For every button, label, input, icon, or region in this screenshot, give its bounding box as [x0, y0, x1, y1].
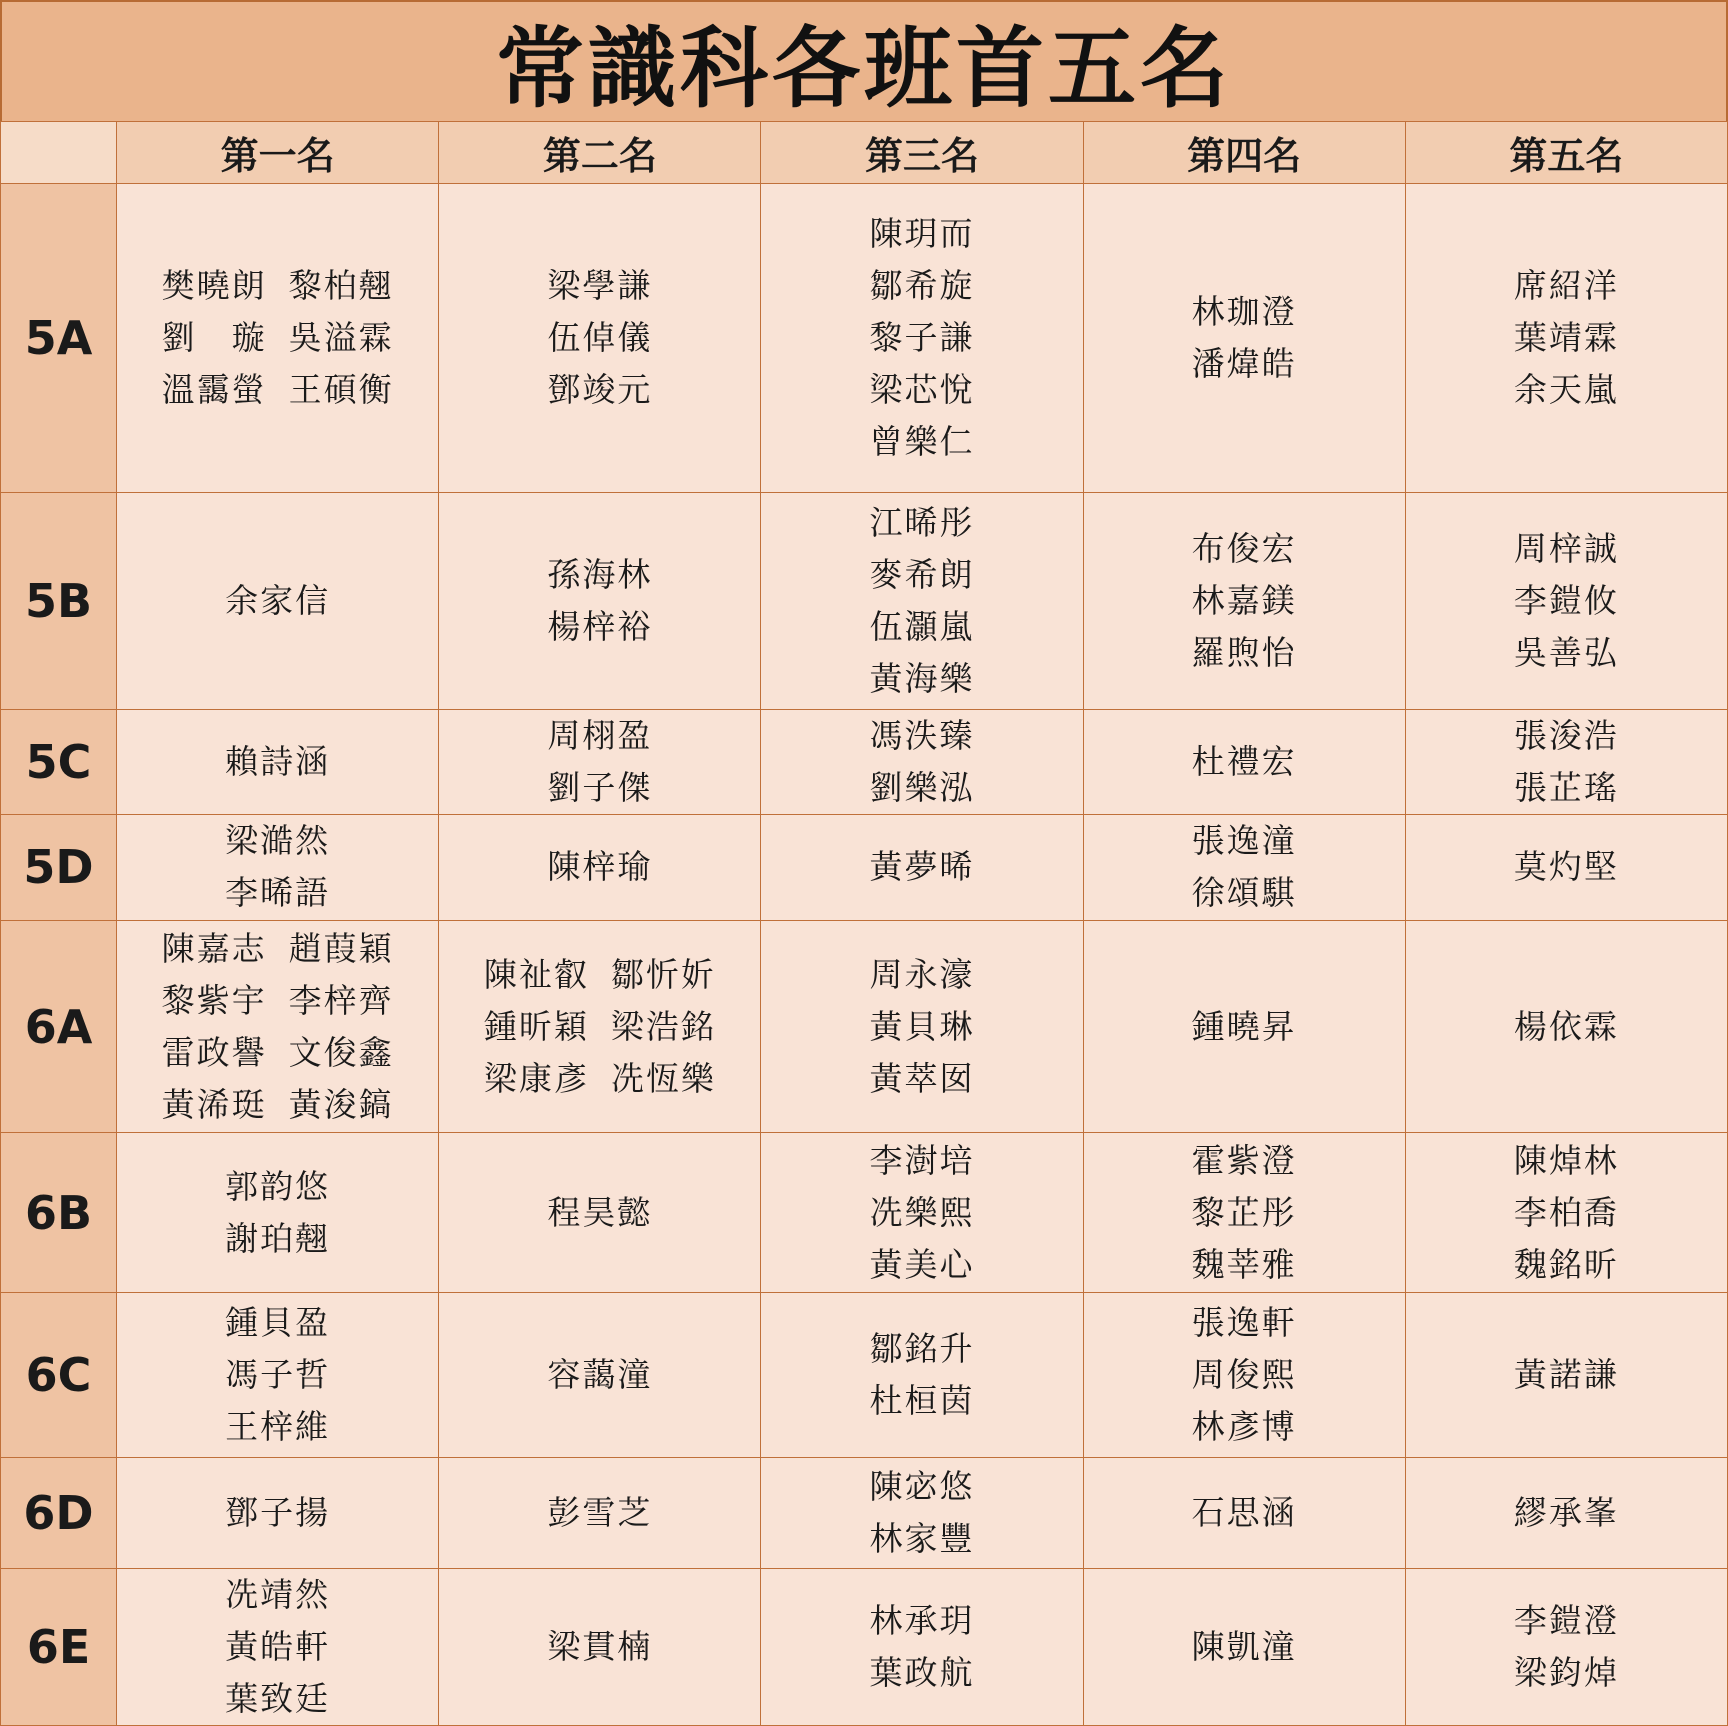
student-name: 吳善弘	[1513, 633, 1619, 673]
class-label: 5D	[1, 814, 117, 920]
rank-3-cell	[761, 493, 1083, 709]
student-name: 杜桓茵	[869, 1380, 975, 1420]
rank-5-cell	[1405, 814, 1727, 920]
student-name: 伍倬儀	[547, 318, 653, 358]
student-name: 莫灼堅	[1513, 847, 1619, 887]
student-name: 黃皓軒	[225, 1626, 331, 1666]
student-name-list	[1192, 1621, 1297, 1673]
rank-1-cell	[117, 1568, 439, 1725]
student-name: 楊依霖	[1513, 1006, 1619, 1046]
student-name: 黃萃囡	[869, 1058, 975, 1098]
rank-3-cell	[761, 920, 1083, 1132]
rank-1-cell	[117, 493, 439, 709]
table-body	[1, 184, 1728, 1726]
student-name-list	[225, 1297, 330, 1453]
class-label: 6B	[1, 1133, 117, 1293]
student-name: 曾樂仁	[869, 422, 975, 462]
student-name: 杜禮宏	[1191, 741, 1297, 781]
student-name-list	[1192, 1297, 1297, 1453]
rank-2-cell	[439, 184, 761, 493]
student-name-list	[225, 815, 330, 919]
student-name-list	[869, 1461, 974, 1565]
rank-2-cell	[439, 814, 761, 920]
student-name: 席紹洋	[1513, 266, 1619, 306]
student-name: 劉 璇	[161, 318, 267, 358]
header-rank-2: 第二名	[439, 122, 761, 184]
rank-2-cell	[439, 1568, 761, 1725]
student-name: 劉子傑	[547, 767, 653, 807]
rank-2-cell	[439, 709, 761, 814]
student-name: 梁芯悅	[869, 370, 975, 410]
student-name: 魏莘雅	[1191, 1244, 1297, 1284]
student-name-list	[869, 1595, 974, 1699]
student-name: 周梓誠	[1513, 529, 1619, 569]
student-name: 梁浩銘	[610, 1006, 716, 1046]
student-name: 黃海樂	[869, 659, 975, 699]
student-name: 黎柏翹	[288, 266, 394, 306]
student-name: 霍紫澄	[1191, 1140, 1297, 1180]
rank-5-cell	[1405, 493, 1727, 709]
student-name: 林珈澄	[1191, 292, 1297, 332]
student-name: 張芷瑤	[1513, 767, 1619, 807]
student-name: 陳宓悠	[869, 1466, 975, 1506]
student-name: 陳玥而	[869, 214, 975, 254]
student-name: 徐頌騏	[1191, 873, 1297, 913]
student-name-list	[1514, 710, 1619, 814]
student-name: 余家信	[225, 581, 331, 621]
class-label: 6D	[1, 1457, 117, 1568]
student-name: 冼靖然	[225, 1574, 331, 1614]
rank-3-cell	[761, 1293, 1083, 1457]
rank-1-cell	[117, 814, 439, 920]
student-name-list	[547, 1349, 652, 1401]
rank-1-cell	[117, 1457, 439, 1568]
rank-4-cell	[1083, 1293, 1405, 1457]
student-name: 文俊鑫	[288, 1032, 394, 1072]
header-rank-3: 第三名	[761, 122, 1083, 184]
student-name: 鄒銘升	[869, 1328, 975, 1368]
student-name: 鄧竣元	[547, 370, 653, 410]
class-label: 6A	[1, 920, 117, 1132]
student-name-list	[1514, 1595, 1619, 1699]
rank-2-cell	[439, 493, 761, 709]
student-name: 趙葭穎	[288, 928, 394, 968]
student-name: 林承玥	[869, 1600, 975, 1640]
student-name-list	[1192, 736, 1297, 788]
student-name: 周栩盈	[547, 715, 653, 755]
student-name: 葉靖霖	[1513, 318, 1619, 358]
student-name: 周永濠	[869, 954, 975, 994]
class-row-5c	[1, 709, 1728, 814]
student-name: 李澍培	[869, 1140, 975, 1180]
student-name-list	[869, 710, 974, 814]
student-name: 麥希朗	[869, 555, 975, 595]
student-name-list	[547, 1487, 652, 1539]
student-name: 楊梓裕	[547, 607, 653, 647]
student-name: 鍾曉昇	[1191, 1006, 1297, 1046]
student-name: 馮子哲	[225, 1354, 331, 1394]
class-label: 6C	[1, 1293, 117, 1457]
rank-1-cell	[117, 920, 439, 1132]
rank-2-cell	[439, 920, 761, 1132]
student-name-list	[869, 208, 974, 468]
class-row-6a	[1, 920, 1728, 1132]
student-name-list	[1514, 1487, 1619, 1539]
student-name-list	[1514, 1349, 1619, 1401]
header-rank-5: 第五名	[1405, 122, 1727, 184]
student-name: 梁學謙	[547, 266, 653, 306]
page-title: 常識科各班首五名	[495, 16, 1232, 120]
rank-4-cell	[1083, 493, 1405, 709]
student-name-list	[1192, 815, 1297, 919]
student-name: 林嘉鎂	[1191, 581, 1297, 621]
student-name-list	[547, 841, 652, 893]
ranking-table	[0, 121, 1728, 1726]
rank-3-cell	[761, 1133, 1083, 1293]
student-name: 繆承峯	[1513, 1492, 1619, 1532]
student-name: 林家豐	[869, 1518, 975, 1558]
student-name: 葉政航	[869, 1652, 975, 1692]
rank-5-cell	[1405, 1568, 1727, 1725]
student-name-list	[869, 949, 974, 1105]
student-name: 林彥博	[1191, 1406, 1297, 1446]
rank-5-cell	[1405, 1457, 1727, 1568]
student-name-list	[1192, 1487, 1297, 1539]
class-label: 5B	[1, 493, 117, 709]
student-name: 梁澔然	[225, 821, 331, 861]
student-name: 吳溢霖	[288, 318, 394, 358]
student-name-list	[547, 260, 652, 416]
rank-4-cell	[1083, 1457, 1405, 1568]
rank-5-cell	[1405, 1293, 1727, 1457]
rank-4-cell	[1083, 1568, 1405, 1725]
student-name-list	[225, 1569, 330, 1725]
student-name: 鄧子揚	[225, 1492, 331, 1532]
rank-1-cell	[117, 1133, 439, 1293]
student-name-list	[547, 1187, 652, 1239]
student-name: 李梓齊	[288, 980, 394, 1020]
student-name-list	[1514, 1135, 1619, 1291]
rank-4-cell	[1083, 920, 1405, 1132]
student-name-list	[1514, 841, 1619, 893]
header-row	[1, 122, 1728, 184]
student-name: 黃浠珽	[161, 1084, 267, 1124]
student-name-list	[225, 1161, 330, 1265]
student-name-list	[869, 841, 974, 893]
student-name: 余天嵐	[1513, 370, 1619, 410]
student-name: 梁貫楠	[547, 1626, 653, 1666]
student-name-list	[1192, 286, 1297, 390]
student-name: 溫靄螢	[161, 370, 267, 410]
rank-5-cell	[1405, 920, 1727, 1132]
header-rank-4: 第四名	[1083, 122, 1405, 184]
header-rank-1: 第一名	[117, 122, 439, 184]
student-name: 黃浚鎬	[288, 1084, 394, 1124]
student-name-list	[1192, 523, 1297, 679]
student-name-list	[1514, 523, 1619, 679]
student-name: 黃諾謙	[1513, 1354, 1619, 1394]
student-name: 潘煒皓	[1191, 344, 1297, 384]
student-name: 雷政譽	[161, 1032, 267, 1072]
student-name: 黎子謙	[869, 318, 975, 358]
student-name: 冼樂熙	[869, 1192, 975, 1232]
class-row-5d	[1, 814, 1728, 920]
class-row-5b	[1, 493, 1728, 709]
student-name-list	[1192, 1001, 1297, 1053]
rank-4-cell	[1083, 814, 1405, 920]
student-name: 伍灝嵐	[869, 607, 975, 647]
student-name-list	[869, 1135, 974, 1291]
student-name: 葉致廷	[225, 1678, 331, 1718]
rank-4-cell	[1083, 709, 1405, 814]
rank-5-cell	[1405, 1133, 1727, 1293]
student-name: 冼恆樂	[610, 1058, 716, 1098]
class-row-6d	[1, 1457, 1728, 1568]
rank-4-cell	[1083, 184, 1405, 493]
student-name: 陳梓瑜	[547, 847, 653, 887]
class-label: 6E	[1, 1568, 117, 1725]
student-name-list	[225, 736, 330, 788]
student-name: 李晞語	[225, 873, 331, 913]
header-corner	[1, 122, 117, 184]
rank-1-cell	[117, 1293, 439, 1457]
student-name: 周俊熙	[1191, 1354, 1297, 1394]
student-name-list	[869, 1323, 974, 1427]
student-name: 黃美心	[869, 1244, 975, 1284]
student-name: 石思涵	[1191, 1492, 1297, 1532]
student-name: 江晞彤	[869, 503, 975, 543]
rank-3-cell	[761, 709, 1083, 814]
student-name: 馮泆臻	[869, 715, 975, 755]
student-name: 賴詩涵	[225, 741, 331, 781]
student-name: 陳嘉志	[161, 928, 267, 968]
student-name: 魏銘昕	[1513, 1244, 1619, 1284]
student-name: 李鎧攸	[1513, 581, 1619, 621]
student-name: 黃夢晞	[869, 847, 975, 887]
student-name: 樊曉朗	[161, 266, 267, 306]
student-name: 鄒忻妡	[610, 954, 716, 994]
rank-2-cell	[439, 1293, 761, 1457]
student-name: 李鎧澄	[1513, 1600, 1619, 1640]
student-name-list	[1514, 1001, 1619, 1053]
student-name: 黎芷彤	[1191, 1192, 1297, 1232]
student-name: 孫海林	[547, 555, 653, 595]
student-name: 王碩衡	[288, 370, 394, 410]
student-name: 梁鈞焯	[1513, 1652, 1619, 1692]
student-name-list	[869, 497, 974, 705]
class-row-5a	[1, 184, 1728, 493]
student-name-list	[547, 549, 652, 653]
student-name: 張逸潼	[1191, 821, 1297, 861]
title-bar	[0, 0, 1728, 121]
student-name-list	[162, 923, 394, 1131]
rank-5-cell	[1405, 184, 1727, 493]
rank-1-cell	[117, 184, 439, 493]
student-name: 陳祉叡	[483, 954, 589, 994]
student-name-list	[1514, 260, 1619, 416]
student-name: 程昊懿	[547, 1192, 653, 1232]
student-name: 鄒希旋	[869, 266, 975, 306]
student-name-list	[162, 260, 394, 416]
student-name: 張浚浩	[1513, 715, 1619, 755]
rank-3-cell	[761, 814, 1083, 920]
student-name-list	[225, 1487, 330, 1539]
student-name-list	[547, 1621, 652, 1673]
rank-2-cell	[439, 1133, 761, 1293]
student-name: 李柏喬	[1513, 1192, 1619, 1232]
rank-3-cell	[761, 184, 1083, 493]
class-row-6e	[1, 1568, 1728, 1725]
student-name: 羅煦怡	[1191, 633, 1297, 673]
student-name: 謝珀翹	[225, 1218, 331, 1258]
student-name-list	[225, 575, 330, 627]
student-name: 鍾昕穎	[483, 1006, 589, 1046]
student-name: 陳凱潼	[1191, 1626, 1297, 1666]
student-name: 容藹潼	[547, 1354, 653, 1394]
class-label: 5C	[1, 709, 117, 814]
student-name: 梁康彥	[483, 1058, 589, 1098]
rank-3-cell	[761, 1457, 1083, 1568]
student-name: 布俊宏	[1191, 529, 1297, 569]
class-row-6b	[1, 1133, 1728, 1293]
rank-5-cell	[1405, 709, 1727, 814]
student-name: 鍾貝盈	[225, 1302, 331, 1342]
student-name-list	[547, 710, 652, 814]
student-name: 黃貝琳	[869, 1006, 975, 1046]
rank-3-cell	[761, 1568, 1083, 1725]
student-name: 劉樂泓	[869, 767, 975, 807]
rank-2-cell	[439, 1457, 761, 1568]
student-name-list	[1192, 1135, 1297, 1291]
class-label: 5A	[1, 184, 117, 493]
student-name: 陳焯林	[1513, 1140, 1619, 1180]
rank-1-cell	[117, 709, 439, 814]
class-row-6c	[1, 1293, 1728, 1457]
student-name: 張逸軒	[1191, 1302, 1297, 1342]
student-name-list	[484, 949, 716, 1105]
student-name: 黎紫宇	[161, 980, 267, 1020]
student-name: 彭雪芝	[547, 1492, 653, 1532]
student-name: 郭韵悠	[225, 1166, 331, 1206]
rank-4-cell	[1083, 1133, 1405, 1293]
student-name: 王梓維	[225, 1406, 331, 1446]
